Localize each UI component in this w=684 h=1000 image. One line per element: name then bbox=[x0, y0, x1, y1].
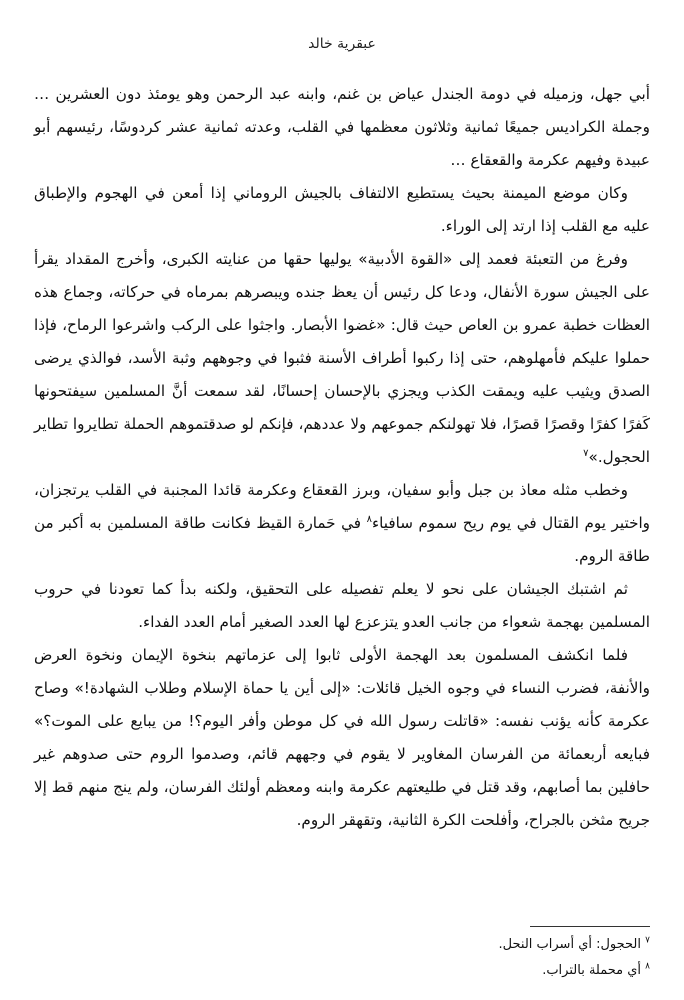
footnote-ref-7: ٧ bbox=[583, 447, 589, 459]
footnote-7 bbox=[34, 932, 650, 958]
paragraph-4-text-a: وخطب مثله معاذ بن جبل وأبو سفيان، وبرز القعقاع وعكرمة قائدا المجنبة في القلب يرتجزان، واختير يوم القتال في يوم ريح سموم سافياء bbox=[34, 481, 651, 532]
paragraph-4 bbox=[34, 474, 650, 573]
footnote-divider bbox=[530, 926, 650, 927]
footnote-text: أي محملة بالتراب. bbox=[542, 963, 642, 978]
paragraph-3 bbox=[34, 243, 650, 474]
running-title: عبقرية خالد bbox=[308, 36, 376, 52]
footnote-ref-8: ٨ bbox=[366, 513, 372, 525]
footnote-8 bbox=[34, 958, 650, 984]
footnote-number: ٧ bbox=[645, 935, 650, 946]
paragraph-6: فلما انكشف المسلمون بعد الهجمة الأولى ثابوا إلى عزماتهم بنخوة الإيمان ونخوة العرض والأنفة، فضرب النساء في وجوه الخيل قائلات: «إلى أين يا حماة الإسلام وطلاب الشهادة!» وصاح عكرمة كأنه يؤنب نفسه: «قاتلت رسول الله في كل موطن وأفر اليوم؟! من يبايع على الموت؟» فبايعه أربعمائة من الفرسان المغاوير لا يقوم في وجههم قائم، وصدموا الروم حتى صدوهم غير حافلين بما أصابهم، وقد قتل في طليعتهم عكرمة وابنه ومعظم أولئك الفرسان، ولم ينج منهم قط إلا جريح مثخن بالجراح، وأفلحت الكرة الثانية، وتقهقر الروم. bbox=[34, 646, 650, 829]
main-text bbox=[34, 78, 650, 837]
paragraph-5: ثم اشتبك الجيشان على نحو لا يعلم تفصيله على التحقيق، ولكنه بدأ كما تعودنا في حروب المسلمين بهجمة شعواء من جانب العدو يتزعزع لها العدد الصغير أمام العدد الفداء. bbox=[34, 580, 650, 631]
footnotes bbox=[34, 932, 650, 984]
footnote-text: الحجول: أي أسراب النحل. bbox=[498, 937, 642, 952]
paragraph-3-text: وفرغ من التعبئة فعمد إلى «القوة الأدبية» يوليها حقها من عنايته الكبرى، وأخرج المقداد يقرأ على الجيش سورة الأنفال، ودعا كل رئيس أن يعظ جنده ويبصرهم بمرماه في حركاته، وجماع هذه العظات خطبة عمرو بن العاص حيث قال: «غضوا الأبصار. واجثوا على الركب واشرعوا الرماح، فإذا حملوا عليكم فأمهلوهم، حتى إذا ركبوا أطراف الأسنة فثبوا في وجوههم وثبة الأسد، فوالذي يرضى الصدق ويثيب عليه ويمقت الكذب ويجزي بالإحسان إحسانًا، لقد سمعت أنَّ المسلمين سيفتحونها كَفرًا كفرًا وقصرًا قصرًا، فلا تهولنكم جموعهم ولا عددهم، فإنكم لو صدقتموهم الحملة تطايروا تطاير الحجول.» bbox=[34, 250, 650, 466]
paragraph-4-text-b: في حَمارة القيظ فكانت طاقة المسلمين به أكبر من طاقة الروم. bbox=[34, 514, 650, 565]
paragraph-1: أبي جهل، وزميله في دومة الجندل عياض بن غنم، وابنه عبد الرحمن وهو يومئذ دون العشرين … وجملة الكراديس جميعًا ثمانية وثلاثون معظمها في القلب، وعدته ثمانية عشر كردوسًا، رئيسهم أبو عبيدة وفيهم عكرمة والقعقاع … bbox=[34, 85, 650, 169]
footnote-number: ٨ bbox=[645, 961, 650, 972]
paragraph-2: وكان موضع الميمنة بحيث يستطيع الالتفاف بالجيش الروماني إذا أمعن في الهجوم والإطباق عليه مع القلب إذا ارتد إلى الوراء. bbox=[34, 184, 650, 235]
